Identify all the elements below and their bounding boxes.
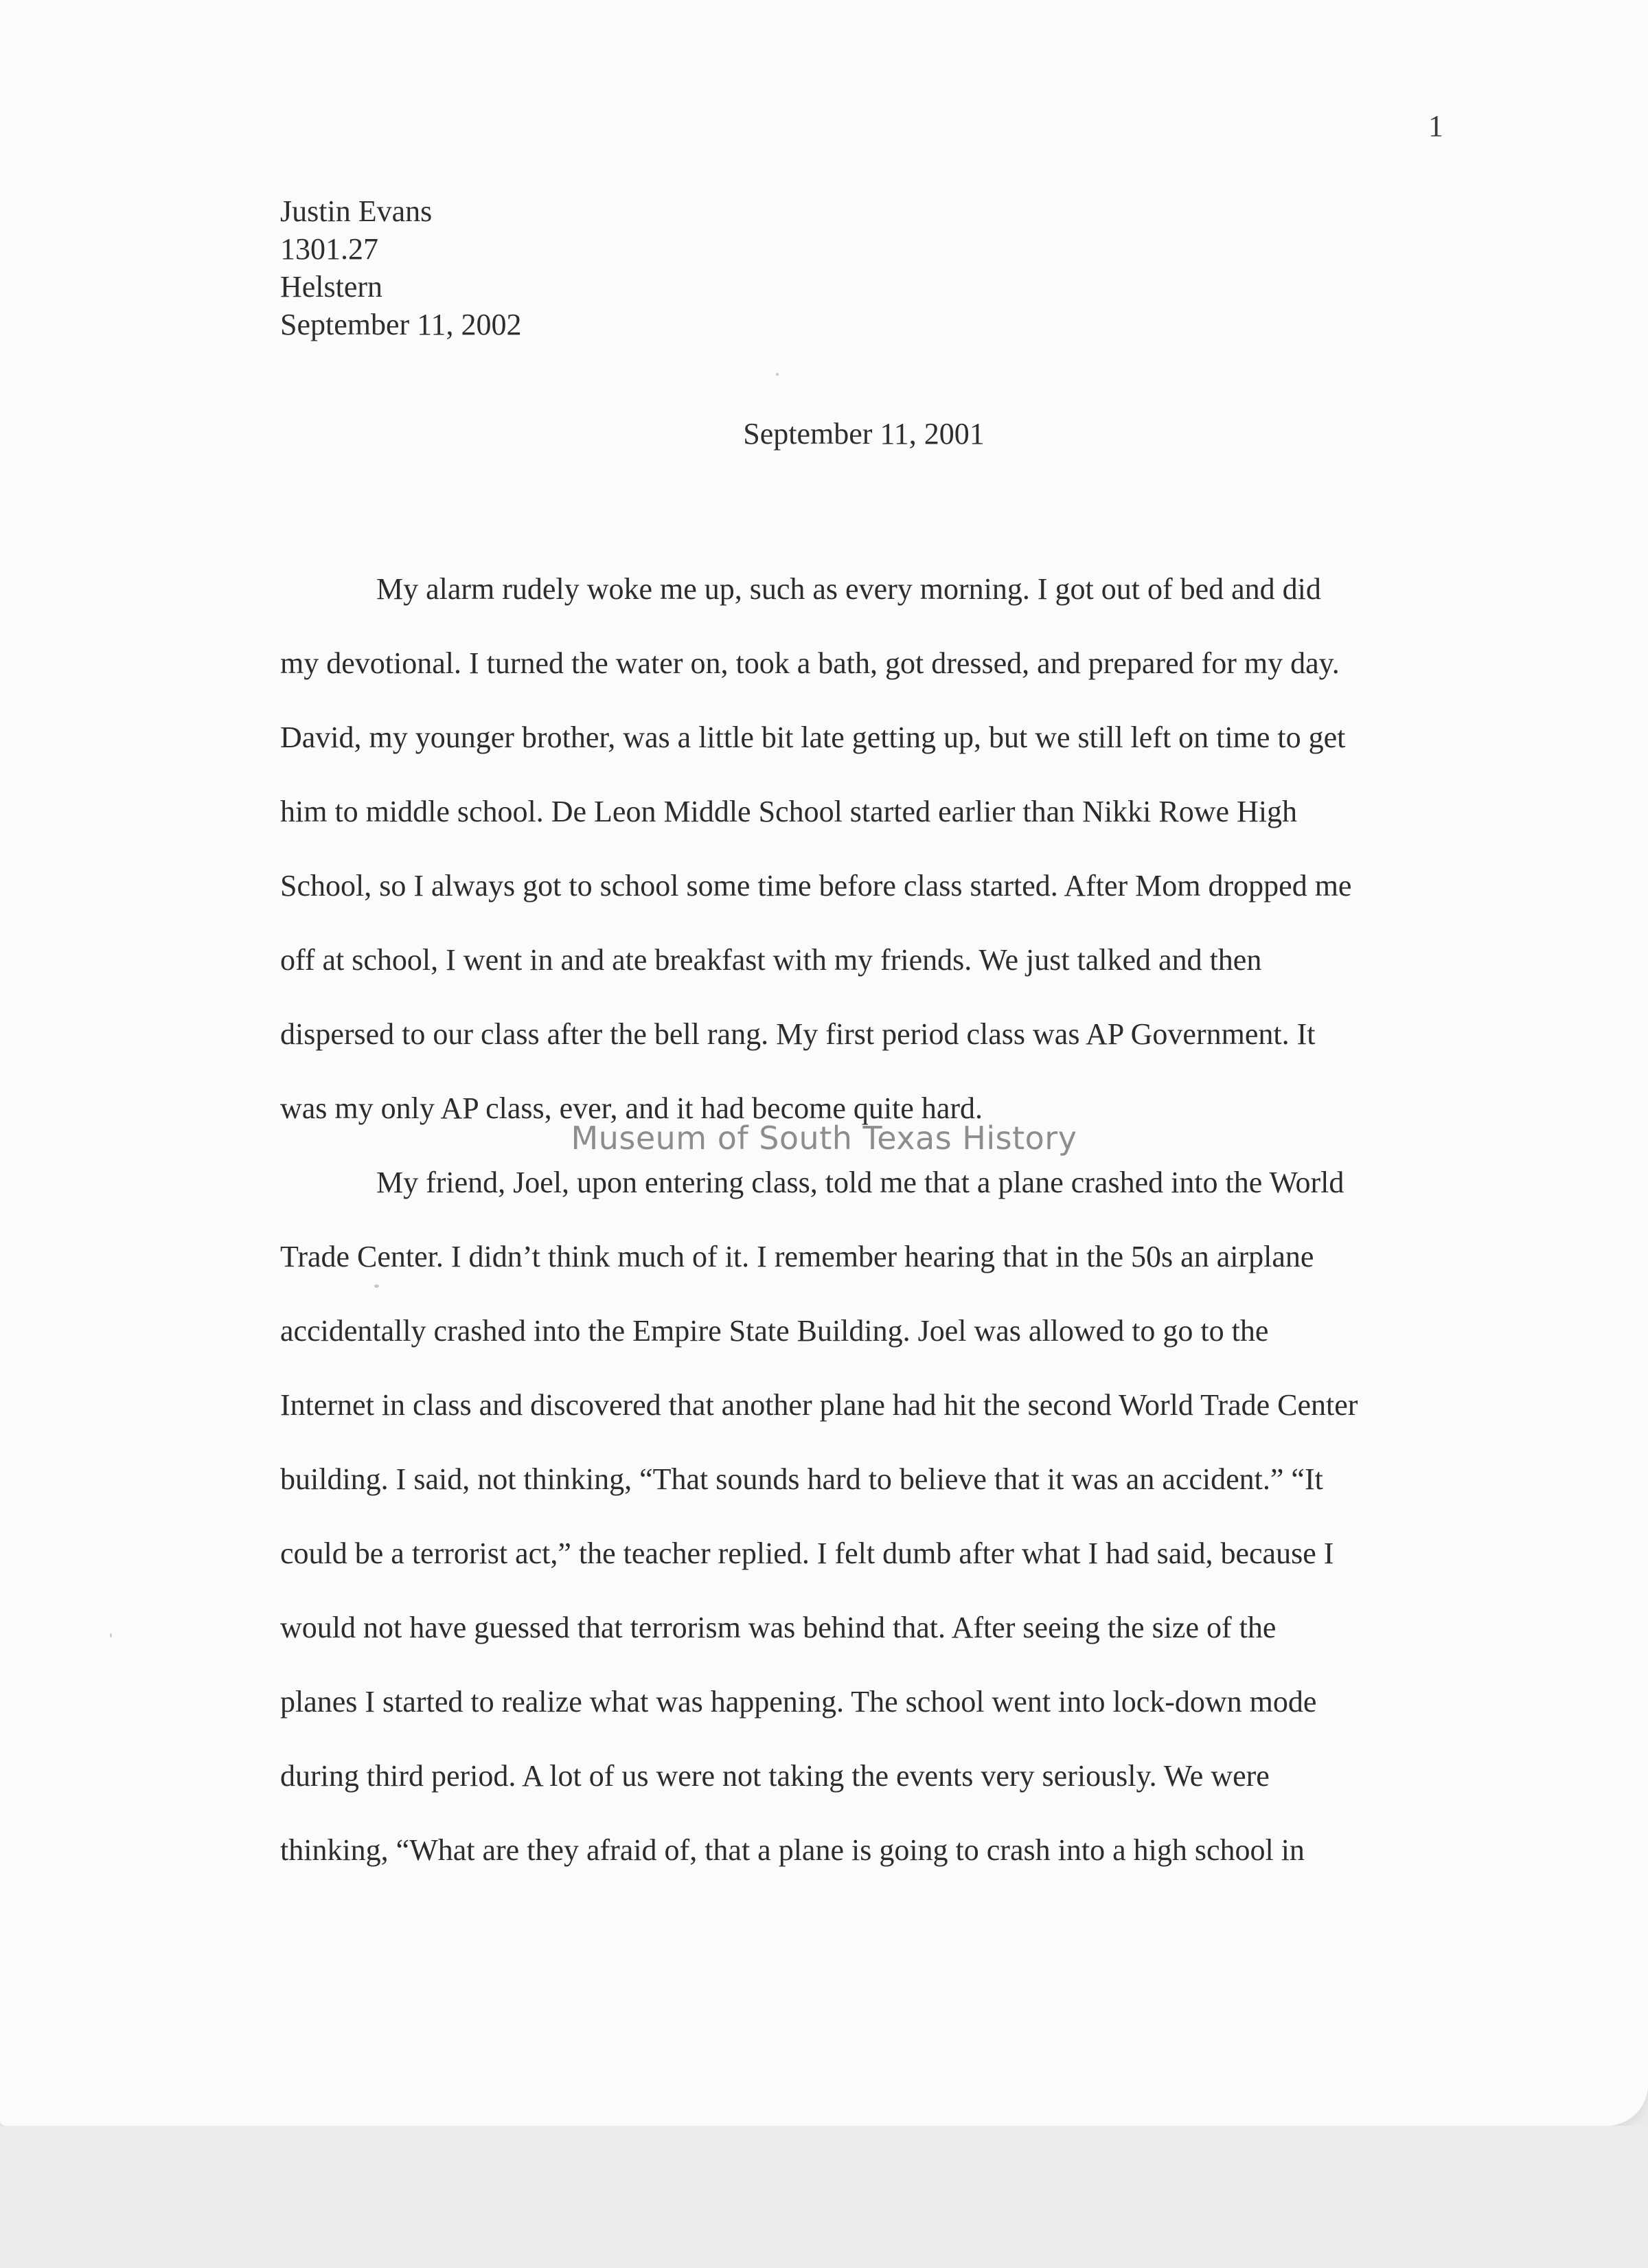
scan-speck bbox=[776, 373, 779, 376]
body-line: off at school, I went in and ate breakfast with my friends. We just talked and then bbox=[280, 943, 1262, 977]
body-line: Trade Center. I didn’t think much of it. I remember hearing that in the 50s an airplane bbox=[280, 1240, 1314, 1273]
body-line: My friend, Joel, upon entering class, told me that a plane crashed into the World bbox=[376, 1166, 1344, 1199]
page-number: 1 bbox=[1428, 109, 1443, 143]
body-line: thinking, “What are they afraid of, that a plane is going to crash into a high school in bbox=[280, 1833, 1305, 1867]
body-line: School, so I always got to school some time before class started. After Mom dropped me bbox=[280, 869, 1352, 903]
body-line: my devotional. I turned the water on, took a bath, got dressed, and prepared for my day. bbox=[280, 646, 1340, 680]
instructor-name: Helstern bbox=[280, 270, 383, 304]
submission-date: September 11, 2002 bbox=[280, 308, 522, 341]
document-header bbox=[280, 192, 522, 343]
watermark: Museum of South Texas History bbox=[571, 1120, 1077, 1157]
scan-background bbox=[0, 2126, 1648, 2268]
body-line: could be a terrorist act,” the teacher replied. I felt dumb after what I had said, because I bbox=[280, 1536, 1334, 1570]
scan-speck bbox=[374, 1284, 379, 1288]
essay-title: September 11, 2001 bbox=[743, 417, 985, 451]
author-name: Justin Evans bbox=[280, 194, 433, 228]
body-line: planes I started to realize what was happening. The school went into lock-down mode bbox=[280, 1685, 1317, 1719]
course-number: 1301.27 bbox=[280, 232, 378, 266]
body-line: dispersed to our class after the bell rang. My first period class was AP Government. It bbox=[280, 1017, 1316, 1051]
body-line: him to middle school. De Leon Middle School started earlier than Nikki Rowe High bbox=[280, 795, 1298, 828]
body-line: My alarm rudely woke me up, such as every morning. I got out of bed and did bbox=[376, 572, 1321, 606]
body-line: David, my younger brother, was a little bit late getting up, but we still left on time to get bbox=[280, 721, 1346, 754]
body-line: accidentally crashed into the Empire State Building. Joel was allowed to go to the bbox=[280, 1314, 1269, 1348]
body-line: would not have guessed that terrorism was behind that. After seeing the size of the bbox=[280, 1611, 1277, 1644]
scan-speck bbox=[110, 1633, 112, 1637]
body-line: Internet in class and discovered that another plane had hit the second World Trade Center bbox=[280, 1388, 1358, 1422]
body-line: during third period. A lot of us were not taking the events very seriously. We were bbox=[280, 1759, 1270, 1793]
body-line: was my only AP class, ever, and it had become quite hard. bbox=[280, 1091, 983, 1125]
body-line: building. I said, not thinking, “That sounds hard to believe that it was an accident.” “It bbox=[280, 1462, 1323, 1496]
